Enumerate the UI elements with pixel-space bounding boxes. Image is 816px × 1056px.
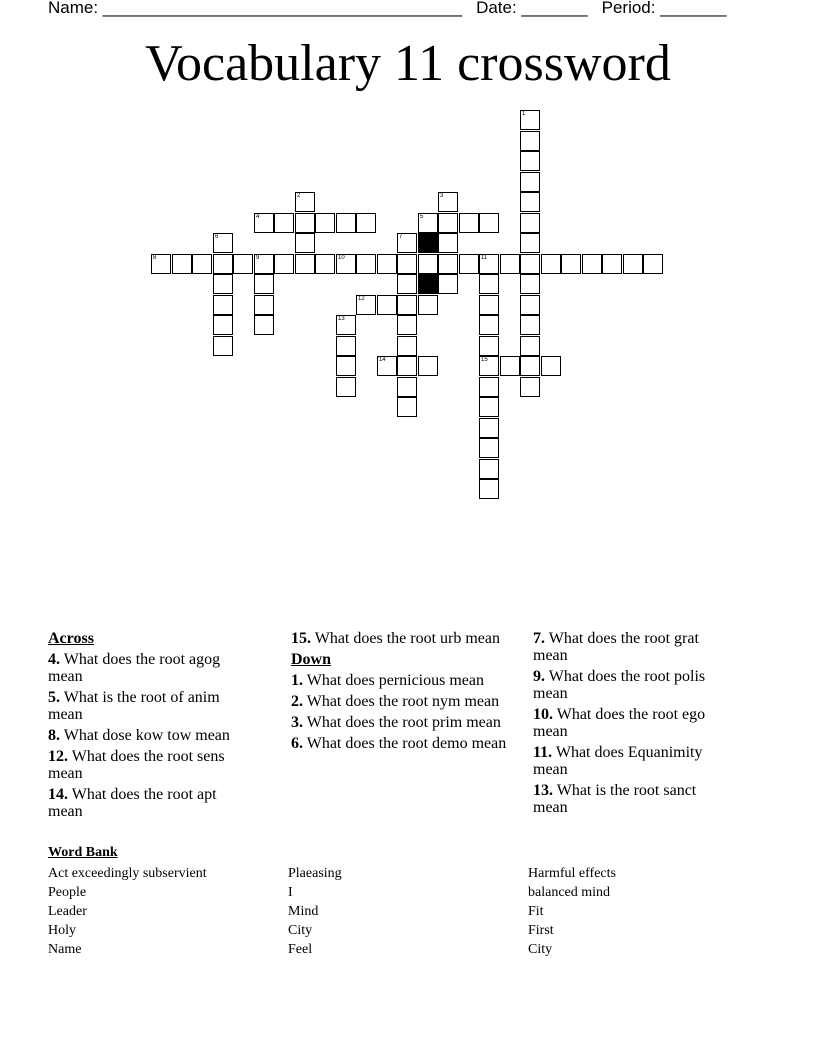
crossword-cell[interactable] (377, 254, 397, 274)
crossword-cell[interactable] (295, 192, 315, 212)
clue-number: 10 (338, 255, 345, 261)
clue-across-4: 4. What does the root agog mean (48, 651, 221, 685)
crossword-cell[interactable] (397, 254, 417, 274)
clue-number: 13 (338, 316, 345, 322)
crossword-cell[interactable] (520, 254, 540, 274)
crossword-cell[interactable] (274, 213, 294, 233)
crossword-grid (0, 0, 816, 520)
clue-across-5: 5. What is the root of anim mean (48, 689, 220, 723)
clue-down-13: 13. What is the root sanct mean (533, 782, 697, 816)
crossword-cell[interactable] (397, 274, 417, 294)
clue-number: 1 (522, 111, 526, 117)
word-bank-item: Plaeasing (288, 866, 342, 881)
crossword-cell[interactable] (561, 254, 581, 274)
crossword-cell[interactable] (418, 356, 438, 376)
word-bank-item: Mind (288, 904, 319, 919)
crossword-cell[interactable] (274, 254, 294, 274)
word-bank-item: Harmful effects (528, 866, 616, 881)
crossword-cell[interactable] (479, 418, 499, 438)
crossword-cell[interactable] (520, 213, 540, 233)
across-heading: Across (48, 630, 94, 647)
crossword-cell[interactable] (479, 377, 499, 397)
crossword-cell[interactable] (520, 315, 540, 335)
word-bank-item: City (528, 942, 553, 957)
crossword-cell[interactable] (459, 213, 479, 233)
crossword-cell[interactable] (438, 192, 458, 212)
crossword-cell[interactable] (233, 254, 253, 274)
crossword-cell[interactable] (397, 336, 417, 356)
clue-down-6: 6. What does the root demo mean (291, 735, 507, 752)
crossword-cell[interactable] (336, 254, 356, 274)
crossword-cell[interactable] (397, 315, 417, 335)
crossword-cell[interactable] (336, 356, 356, 376)
crossword-cell[interactable] (254, 254, 274, 274)
clue-number: 7 (399, 234, 403, 240)
crossword-cell[interactable] (336, 336, 356, 356)
crossword-cell[interactable] (254, 315, 274, 335)
clue-down-11: 11. What does Equanimity mean (533, 744, 703, 778)
word-bank-item: City (288, 923, 313, 938)
crossword-cell[interactable] (192, 254, 212, 274)
clue-number: 11 (481, 255, 488, 261)
crossword-cell[interactable] (459, 254, 479, 274)
crossword-cell[interactable] (500, 356, 520, 376)
word-bank-item: First (528, 923, 554, 938)
crossword-cell[interactable] (356, 295, 376, 315)
crossword-cell[interactable] (520, 336, 540, 356)
crossword-cell[interactable] (520, 172, 540, 192)
crossword-cell[interactable] (397, 356, 417, 376)
crossword-cell[interactable] (295, 213, 315, 233)
page-title: Vocabulary 11 crossword (145, 35, 671, 92)
crossword-cell[interactable] (479, 479, 499, 499)
word-bank-item: Holy (48, 923, 76, 938)
crossword-cell[interactable] (520, 131, 540, 151)
crossword-cell[interactable] (479, 336, 499, 356)
clue-down-1: 1. What does pernicious mean (291, 672, 484, 689)
word-bank-item: Feel (288, 942, 313, 957)
crossword-cell[interactable] (479, 295, 499, 315)
word-bank-title: Word Bank (48, 845, 118, 860)
word-bank-item: Act exceedingly subservient (48, 866, 207, 881)
period-label: Period: _______ (601, 0, 727, 17)
clue-down-3: 3. What does the root prim mean (291, 714, 501, 731)
crossword-cell[interactable] (397, 295, 417, 315)
crossword-cell[interactable] (520, 192, 540, 212)
crossword-cell[interactable] (254, 295, 274, 315)
clue-number: 12 (358, 296, 365, 302)
crossword-cell[interactable] (479, 438, 499, 458)
clues-column-1 (48, 630, 248, 824)
clue-across-8: 8. What dose kow tow mean (48, 727, 230, 744)
crossword-cell[interactable] (479, 315, 499, 335)
name-label: Name: ______________________________________ (48, 0, 463, 17)
clue-down-9: 9. What does the root polis mean (533, 668, 706, 702)
crossword-cell[interactable] (438, 254, 458, 274)
word-bank-item: Name (48, 942, 82, 957)
crossword-cell[interactable] (479, 274, 499, 294)
crossword-cell[interactable] (213, 295, 233, 315)
crossword-cell[interactable] (295, 254, 315, 274)
word-bank-item: People (48, 885, 87, 900)
clues-column-3 (533, 630, 733, 820)
clue-across-15: 15. What does the root urb mean (291, 630, 500, 647)
crossword-cell[interactable] (336, 315, 356, 335)
crossword-cell[interactable] (315, 254, 335, 274)
crossword-cell[interactable] (213, 315, 233, 335)
clue-number: 14 (379, 357, 386, 363)
word-bank-column-2 (288, 864, 342, 959)
crossword-cell[interactable] (520, 377, 540, 397)
crossword-cell[interactable] (479, 397, 499, 417)
crossword-cell[interactable] (479, 459, 499, 479)
clue-across-14: 14. What does the root apt mean (48, 786, 217, 820)
crossword-cell[interactable] (254, 274, 274, 294)
clue-number: 6 (215, 234, 219, 240)
clue-down-10: 10. What does the root ego mean (533, 706, 706, 740)
down-heading: Down (291, 651, 332, 668)
word-bank-item: Fit (528, 904, 544, 919)
crossword-cell[interactable] (541, 356, 561, 376)
clue-down-7: 7. What does the root grat mean (533, 630, 699, 664)
crossword-cell[interactable] (479, 213, 499, 233)
word-bank-column-3 (528, 864, 616, 959)
crossword-cell[interactable] (397, 377, 417, 397)
crossword-cell[interactable] (520, 110, 540, 130)
crossword-cell[interactable] (520, 295, 540, 315)
crossword-cell[interactable] (213, 233, 233, 253)
clue-number: 9 (256, 255, 260, 261)
crossword-cell[interactable] (151, 254, 171, 274)
clues-column-2 (291, 630, 511, 756)
crossword-cell[interactable] (418, 213, 438, 233)
crossword-black-cell (418, 233, 438, 253)
crossword-cell[interactable] (438, 213, 458, 233)
crossword-cell[interactable] (438, 233, 458, 253)
crossword-cell[interactable] (213, 254, 233, 274)
clue-number: 2 (297, 193, 301, 199)
clue-number: 5 (420, 214, 424, 220)
crossword-cell[interactable] (520, 356, 540, 376)
crossword-cell[interactable] (643, 254, 663, 274)
word-bank-item: balanced mind (528, 885, 611, 900)
word-bank-item: I (288, 885, 293, 900)
crossword-cell[interactable] (295, 233, 315, 253)
crossword-cell[interactable] (438, 274, 458, 294)
crossword-cell[interactable] (500, 254, 520, 274)
crossword-cell[interactable] (520, 274, 540, 294)
crossword-cell[interactable] (541, 254, 561, 274)
crossword-cell[interactable] (418, 254, 438, 274)
crossword-cell[interactable] (520, 233, 540, 253)
crossword-cell[interactable] (315, 213, 335, 233)
crossword-cell[interactable] (213, 336, 233, 356)
crossword-cell[interactable] (213, 274, 233, 294)
crossword-cell[interactable] (377, 295, 397, 315)
word-bank-item: Leader (48, 904, 87, 919)
crossword-cell[interactable] (520, 151, 540, 171)
crossword-cell[interactable] (582, 254, 602, 274)
crossword-cell[interactable] (479, 254, 499, 274)
crossword-cell[interactable] (397, 397, 417, 417)
date-label: Date: _______ (476, 0, 588, 17)
crossword-cell[interactable] (336, 213, 356, 233)
crossword-cell[interactable] (397, 233, 417, 253)
crossword-cell[interactable] (418, 295, 438, 315)
crossword-black-cell (418, 274, 438, 294)
crossword-cell[interactable] (479, 356, 499, 376)
crossword-cell[interactable] (602, 254, 622, 274)
clue-number: 8 (153, 255, 157, 261)
clue-across-12: 12. What does the root sens mean (48, 748, 225, 782)
crossword-cell[interactable] (356, 254, 376, 274)
word-bank-column-1 (48, 864, 207, 959)
clue-number: 15 (481, 357, 488, 363)
clue-number: 4 (256, 214, 260, 220)
clue-down-2: 2. What does the root nym mean (291, 693, 500, 710)
crossword-cell[interactable] (356, 213, 376, 233)
crossword-cell[interactable] (336, 377, 356, 397)
clue-number: 3 (440, 193, 444, 199)
crossword-cell[interactable] (172, 254, 192, 274)
crossword-cell[interactable] (254, 213, 274, 233)
crossword-cell[interactable] (623, 254, 643, 274)
crossword-cell[interactable] (377, 356, 397, 376)
